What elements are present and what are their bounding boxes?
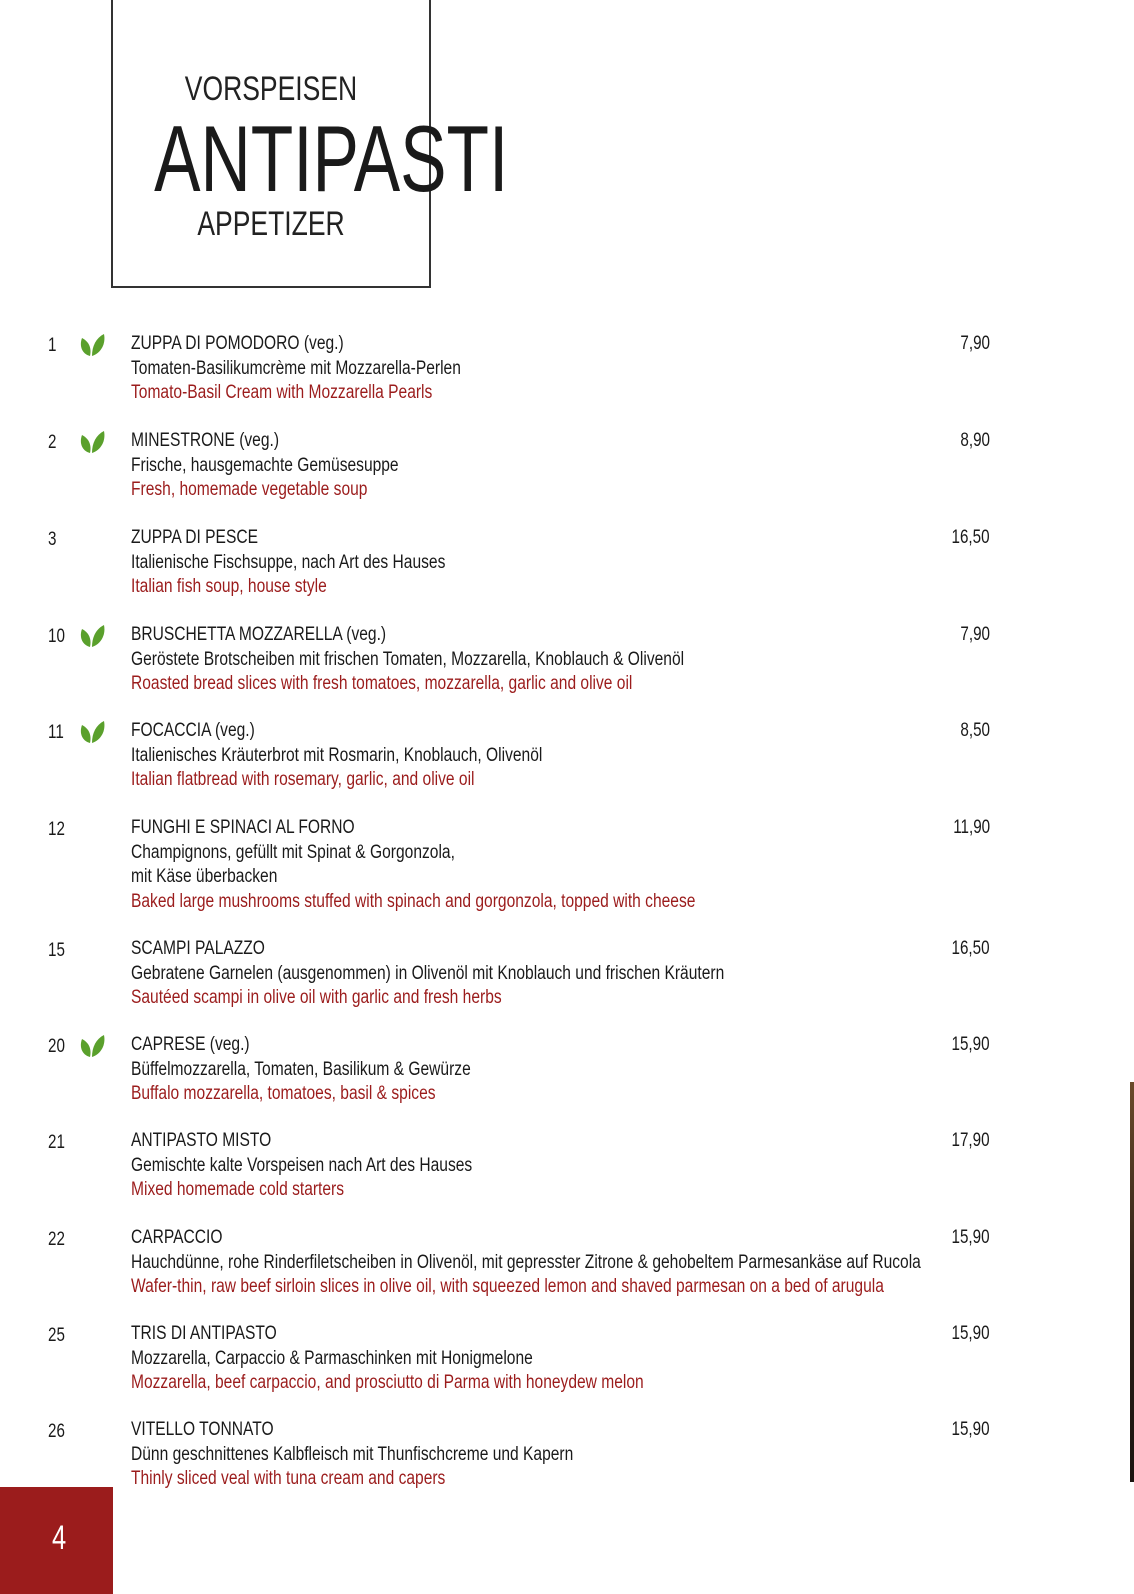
item-english: Baked large mushrooms stuffed with spinach and gorgonzola, topped with cheese — [131, 890, 696, 912]
page-number: 4 — [52, 1519, 67, 1557]
title-english: APPETIZER — [197, 205, 345, 243]
leaf-icon — [76, 717, 106, 747]
item-english: Roasted bread slices with fresh tomatoes, mozzarella, garlic and olive oil — [131, 673, 633, 694]
menu-item — [0, 937, 1134, 1017]
item-description: Champignons, gefüllt mit Spinat & Gorgonzola, — [131, 841, 455, 863]
item-name: FUNGHI E SPINACI AL FORNO — [131, 817, 355, 838]
item-text — [131, 1226, 921, 1300]
item-description: Dünn geschnittenes Kalbfleisch mit Thunfischcreme und Kapern — [131, 1443, 574, 1465]
item-english: Italian fish soup, house style — [131, 576, 327, 597]
item-price: 15,90 — [951, 1419, 990, 1440]
item-price: 11,90 — [953, 817, 990, 838]
item-number: 21 — [48, 1132, 65, 1153]
item-name: CARPACCIO — [131, 1227, 223, 1248]
item-number: 22 — [48, 1229, 65, 1250]
item-text — [131, 1033, 803, 1107]
item-name: VITELLO TONNATO — [131, 1419, 274, 1440]
item-price: 17,90 — [951, 1130, 990, 1151]
item-price: 16,50 — [951, 527, 990, 548]
item-description: Mozzarella, Carpaccio & Parmaschinken mit Honigmelone — [131, 1347, 533, 1369]
item-name: ZUPPA DI PESCE — [131, 527, 258, 548]
item-number: 3 — [48, 529, 57, 550]
menu-item — [0, 816, 1134, 912]
item-english: Fresh, homemade vegetable soup — [131, 479, 368, 500]
title-german: VORSPEISEN — [184, 70, 358, 108]
item-name: FOCACCIA (veg.) — [131, 720, 255, 741]
item-description: Italienisches Kräuterbrot mit Rosmarin, Knoblauch, Olivenöl — [131, 744, 543, 766]
item-price: 8,90 — [960, 430, 990, 451]
item-price: 16,50 — [951, 938, 990, 959]
menu-item — [0, 526, 1134, 606]
item-number: 25 — [48, 1325, 65, 1346]
item-description: Hauchdünne, rohe Rinderfiletscheiben in Olivenöl, mit gepresster Zitrone & gehobeltem Parmesankäse auf Rucola — [131, 1251, 921, 1273]
item-name: BRUSCHETTA MOZZARELLA (veg.) — [131, 624, 387, 645]
item-english: Italian flatbread with rosemary, garlic, and olive oil — [131, 769, 475, 790]
item-description: Gebratene Garnelen (ausgenommen) in Olivenöl mit Knoblauch und frischen Kräutern — [131, 962, 725, 984]
item-text — [131, 816, 803, 914]
item-description: mit Käse überbacken — [131, 866, 278, 887]
item-price: 7,90 — [960, 624, 990, 645]
item-description: Büffelmozzarella, Tomaten, Basilikum & Gewürze — [131, 1058, 471, 1080]
item-name: SCAMPI PALAZZO — [131, 938, 265, 959]
leaf-icon — [76, 330, 106, 360]
item-english: Buffalo mozzarella, tomatoes, basil & spices — [131, 1083, 436, 1104]
menu-item — [0, 1129, 1134, 1209]
menu-item — [0, 1418, 1134, 1498]
item-name: ZUPPA DI POMODORO (veg.) — [131, 333, 344, 354]
leaf-icon — [76, 427, 106, 457]
item-english: Tomato-Basil Cream with Mozzarella Pearls — [131, 382, 433, 403]
item-description: Italienische Fischsuppe, nach Art des Hauses — [131, 551, 446, 573]
menu-item — [0, 429, 1134, 509]
item-price: 7,90 — [960, 333, 990, 354]
item-number: 2 — [48, 432, 57, 453]
item-text — [131, 1129, 803, 1203]
item-name: MINESTRONE (veg.) — [131, 430, 280, 451]
item-description: Gemischte kalte Vorspeisen nach Art des Hauses — [131, 1154, 473, 1176]
item-number: 26 — [48, 1421, 65, 1442]
item-number: 20 — [48, 1036, 65, 1057]
menu-item — [0, 719, 1134, 799]
item-text — [131, 1322, 803, 1396]
menu-item — [0, 1226, 1134, 1306]
item-text — [131, 429, 803, 503]
item-text — [131, 332, 803, 406]
item-description: Frische, hausgemachte Gemüsesuppe — [131, 454, 399, 476]
title-main: ANTIPASTI — [154, 106, 509, 211]
item-text — [131, 719, 803, 793]
item-price: 15,90 — [951, 1227, 990, 1248]
menu-item — [0, 332, 1134, 412]
page-tab — [0, 1487, 113, 1594]
item-text — [131, 623, 803, 697]
item-number: 12 — [48, 819, 65, 840]
title-box — [111, 0, 509, 288]
item-number: 10 — [48, 626, 65, 647]
item-price: 15,90 — [951, 1323, 990, 1344]
menu-item — [0, 1322, 1134, 1402]
item-english: Mixed homemade cold starters — [131, 1179, 345, 1200]
leaf-icon — [76, 1031, 106, 1061]
item-name: CAPRESE (veg.) — [131, 1034, 250, 1055]
item-name: TRIS DI ANTIPASTO — [131, 1323, 277, 1344]
item-name: ANTIPASTO MISTO — [131, 1130, 272, 1151]
item-english: Thinly sliced veal with tuna cream and capers — [131, 1468, 446, 1489]
item-text — [131, 526, 803, 600]
item-number: 15 — [48, 940, 65, 961]
item-description: Tomaten-Basilikumcrème mit Mozzarella-Perlen — [131, 357, 461, 379]
item-number: 1 — [48, 335, 57, 356]
item-english: Wafer-thin, raw beef sirloin slices in olive oil, with squeezed lemon and shaved parmesan on a bed of arugula — [131, 1276, 884, 1297]
item-english: Mozzarella, beef carpaccio, and prosciutto di Parma with honeydew melon — [131, 1372, 644, 1393]
item-price: 15,90 — [951, 1034, 990, 1055]
menu-item — [0, 623, 1134, 703]
menu-item — [0, 1033, 1134, 1113]
item-description: Geröstete Brotscheiben mit frischen Tomaten, Mozzarella, Knoblauch & Olivenöl — [131, 648, 685, 670]
photo-edge — [1130, 1082, 1134, 1482]
item-text — [131, 937, 803, 1011]
item-number: 11 — [48, 722, 64, 743]
item-english: Sautéed scampi in olive oil with garlic and fresh herbs — [131, 987, 502, 1008]
item-price: 8,50 — [960, 720, 990, 741]
item-text — [131, 1418, 803, 1492]
leaf-icon — [76, 621, 106, 651]
